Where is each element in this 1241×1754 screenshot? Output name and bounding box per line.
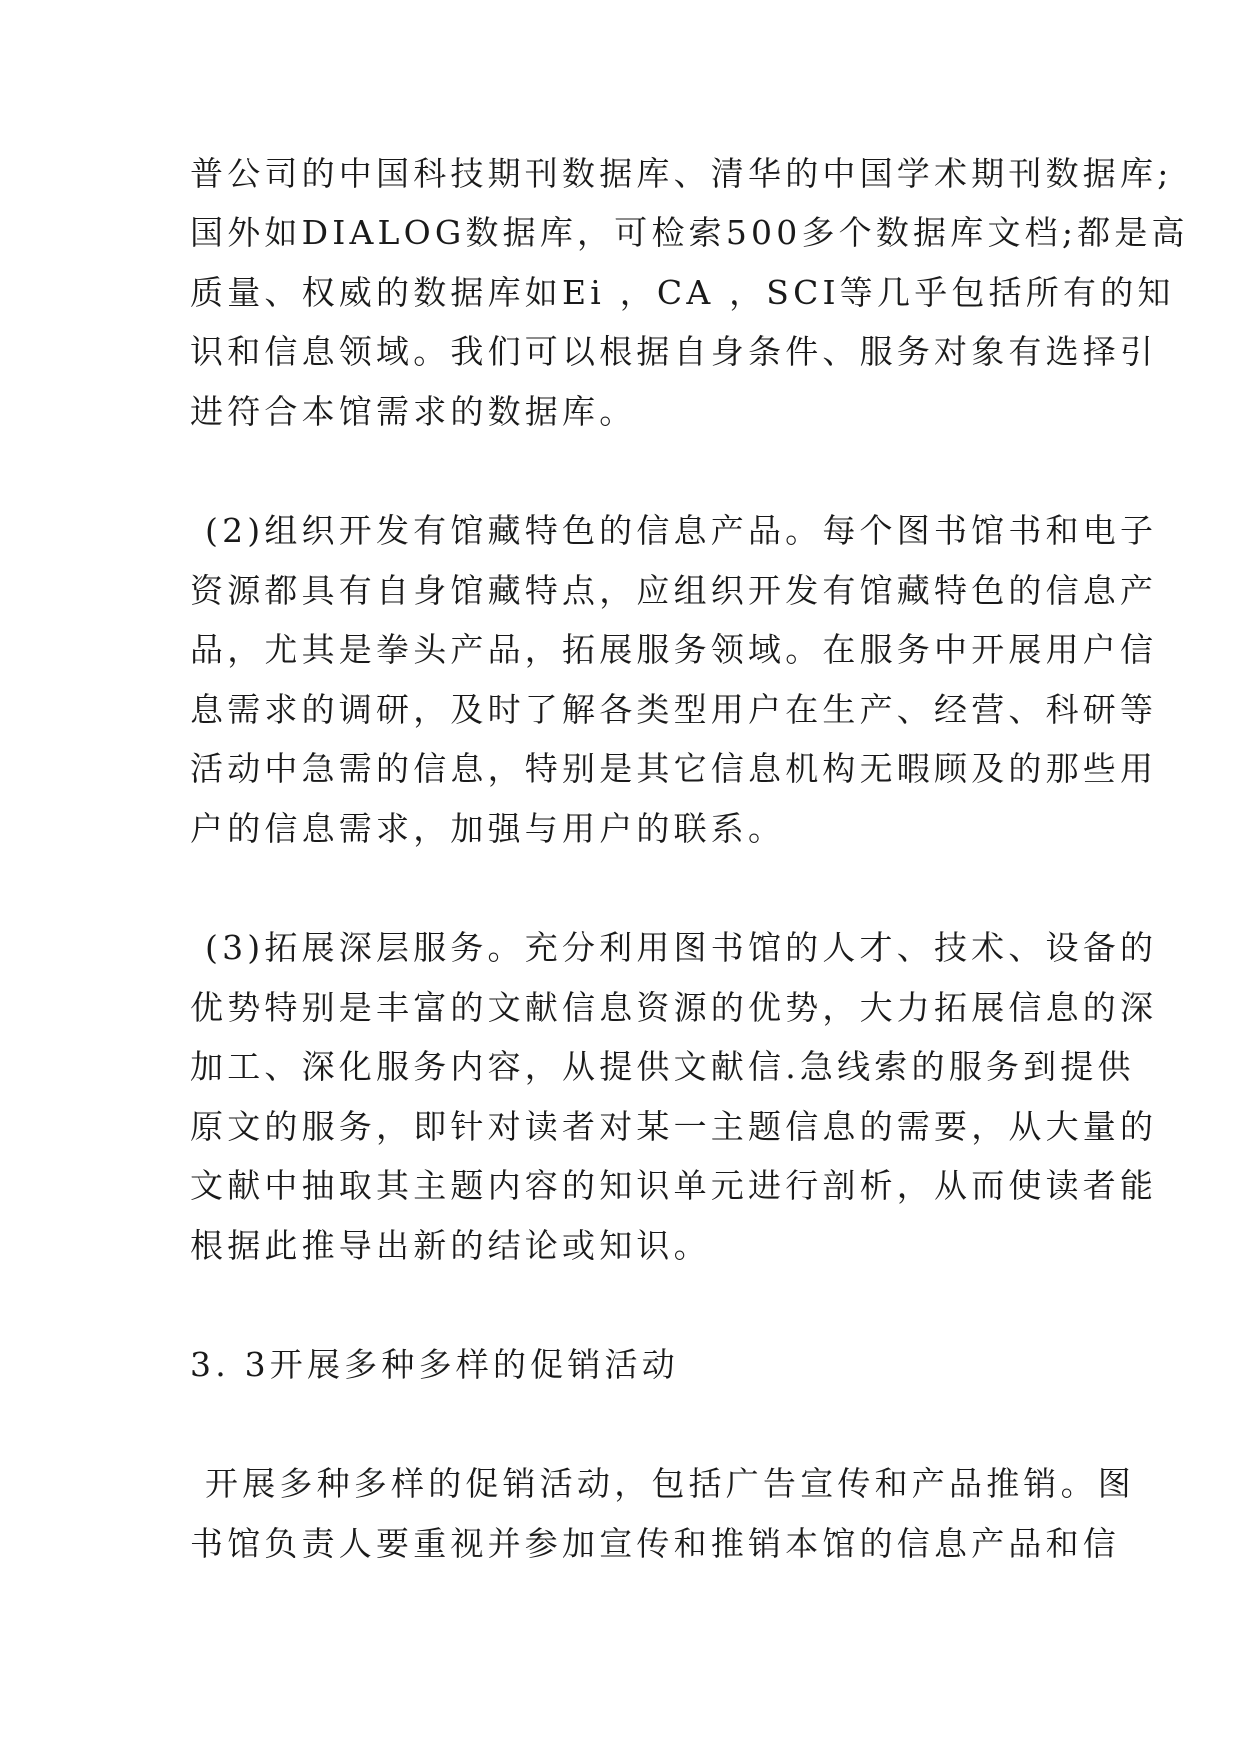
paragraph-line: 文献中抽取其主题内容的知识单元进行剖析，从而使读者能 <box>190 1166 1158 1205</box>
paragraph-line: 活动中急需的信息，特别是其它信息机构无暇顾及的那些用 <box>190 749 1158 788</box>
paragraph-line: 资源都具有自身馆藏特点，应组织开发有馆藏特色的信息产 <box>190 571 1158 610</box>
paragraph-line: 户的信息需求，加强与用户的联系。 <box>190 809 786 848</box>
paragraph-line: 根据此推导出新的结论或知识。 <box>190 1226 711 1265</box>
paragraph-line: 息需求的调研，及时了解各类型用户在生产、经营、科研等 <box>190 690 1158 729</box>
paragraph-line: 书馆负责人要重视并参加宣传和推销本馆的信息产品和信 <box>190 1524 1120 1563</box>
paragraph-line: 加工、深化服务内容，从提供文献信.急线索的服务到提供 <box>190 1047 1135 1086</box>
paragraph-line: 普公司的中国科技期刊数据库、清华的中国学术期刊数据库; <box>190 154 1173 193</box>
paragraph-line: (3)拓展深层服务。充分利用图书馆的人才、技术、设备的 <box>205 928 1158 967</box>
paragraph-line: 进符合本馆需求的数据库。 <box>190 392 637 431</box>
section-heading: 3. 3开展多种多样的促销活动 <box>190 1345 679 1384</box>
paragraph-line: 原文的服务，即针对读者对某一主题信息的需要，从大量的 <box>190 1107 1158 1146</box>
paragraph-line: 开展多种多样的促销活动，包括广告宣传和产品推销。图 <box>205 1464 1135 1503</box>
paragraph-line: (2)组织开发有馆藏特色的信息产品。每个图书馆书和电子 <box>205 511 1158 550</box>
paragraph-line: 质量、权威的数据库如Ei ，CA ，SCI等几乎包括所有的知 <box>190 273 1175 312</box>
paragraph-line: 识和信息领域。我们可以根据自身条件、服务对象有选择引 <box>190 332 1158 371</box>
paragraph-line: 品，尤其是拳头产品，拓展服务领域。在服务中开展用户信 <box>190 630 1158 669</box>
paragraph-line: 优势特别是丰富的文献信息资源的优势，大力拓展信息的深 <box>190 988 1158 1027</box>
paragraph-line: 国外如DIALOG数据库，可检索500多个数据库文档;都是高 <box>190 213 1189 252</box>
